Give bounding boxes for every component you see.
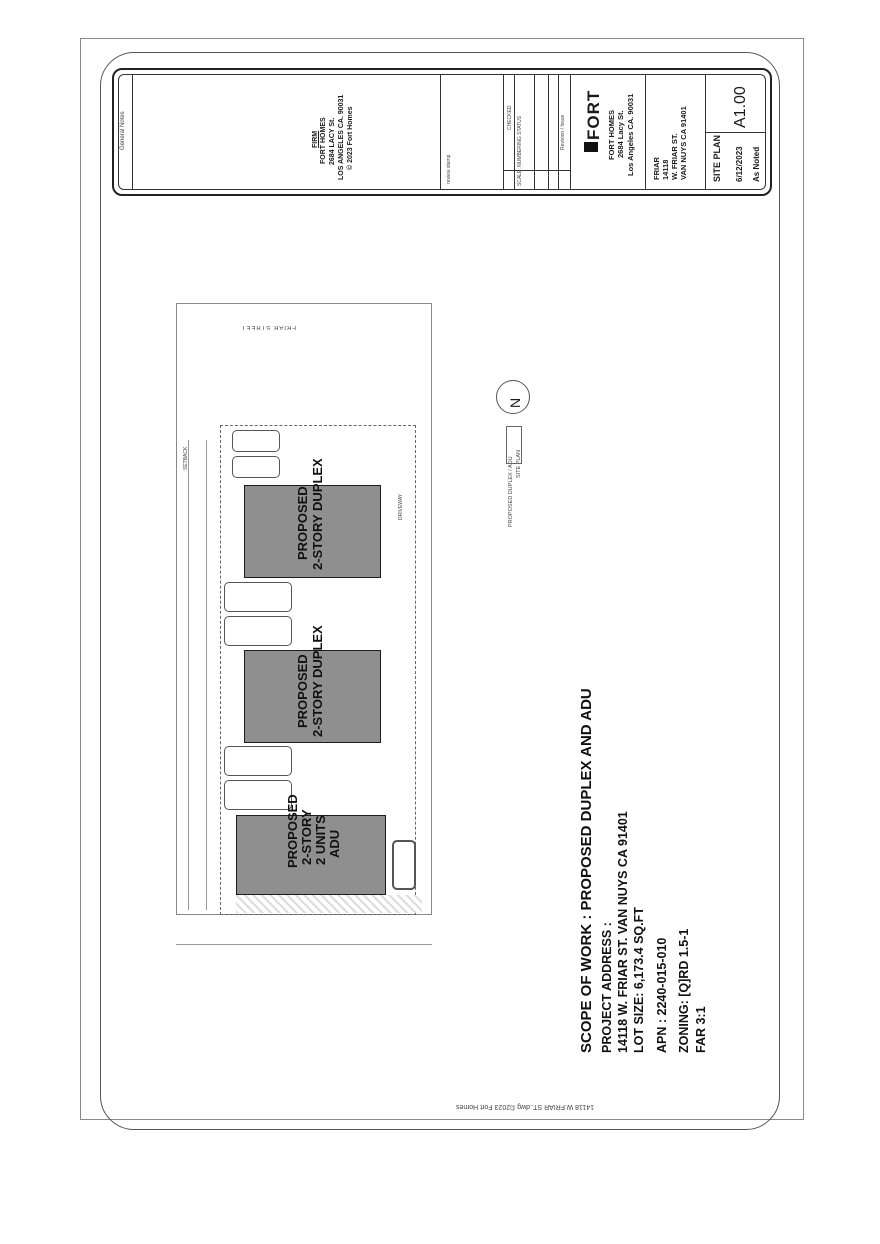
tb-divider bbox=[503, 74, 504, 190]
garage-car bbox=[224, 746, 292, 776]
logo-company: FORT HOMES bbox=[607, 110, 616, 160]
sheet-scale: As Noted bbox=[752, 146, 761, 182]
far: FAR 3:1 bbox=[694, 1006, 708, 1053]
tb-divider bbox=[514, 74, 515, 190]
dimension-label: SETBACK bbox=[183, 446, 189, 470]
lot-size: LOT SIZE: 6,173.4 SQ.FT bbox=[632, 907, 646, 1053]
garage-car bbox=[224, 780, 292, 810]
firm-heading: FIRM bbox=[312, 130, 319, 148]
parked-car bbox=[232, 430, 280, 452]
sheet-date: 6/12/2023 bbox=[735, 146, 744, 182]
garage-car bbox=[224, 582, 292, 612]
footer-filename: 14118 W.FRIAR ST..dwg ©2023 Fort Homes bbox=[456, 1103, 595, 1110]
logo-street: 2684 Lacy St. bbox=[616, 110, 625, 158]
checked-label: CHECKED bbox=[507, 105, 513, 130]
fort-logo: FORT bbox=[584, 89, 603, 140]
review-stamp-label: review stamp bbox=[446, 154, 452, 184]
drawing-status-label: SCALE: NUMBERING STATUS bbox=[517, 115, 523, 186]
building-2-label-2: 2-STORY DUPLEX bbox=[310, 625, 325, 737]
tb-divider bbox=[132, 74, 133, 190]
north-label: N bbox=[507, 397, 523, 408]
sheet-number: A1.00 bbox=[732, 86, 749, 128]
project-street: W. FRIAR ST. bbox=[670, 133, 679, 180]
tb-divider bbox=[570, 74, 571, 190]
tb-divider bbox=[645, 74, 646, 190]
building-2-label-1: PROPOSED bbox=[295, 654, 310, 728]
adu-label-2: 2-STORY bbox=[299, 809, 314, 865]
building-1-label-2: 2-STORY DUPLEX bbox=[310, 458, 325, 570]
hatched-area bbox=[236, 895, 422, 913]
site-plan-caption: PROPOSED DUPLEX / ADU bbox=[508, 456, 514, 527]
project-city: VAN NUYS CA 91401 bbox=[679, 106, 688, 180]
scope-heading: SCOPE OF WORK : PROPOSED DUPLEX AND ADU bbox=[578, 688, 595, 1053]
tb-divider bbox=[440, 74, 441, 190]
building-1-label-1: PROPOSED bbox=[295, 486, 310, 560]
dimension-line bbox=[176, 944, 432, 945]
parked-car bbox=[232, 456, 280, 478]
project-address: 14118 W. FRIAR ST. VAN NUYS CA 91401 bbox=[616, 811, 630, 1053]
driveway-car bbox=[392, 840, 416, 890]
firm-copyright: © 2023 Fort Homes bbox=[347, 106, 354, 170]
general-notes-label: General Notes bbox=[120, 111, 126, 150]
tb-row-line bbox=[503, 170, 570, 171]
tb-divider bbox=[548, 74, 549, 190]
garage-car bbox=[224, 616, 292, 646]
tb-row-line bbox=[735, 132, 736, 133]
fort-logo-mark bbox=[584, 142, 598, 152]
apn: APN : 2240-015-010 bbox=[655, 937, 669, 1053]
project-name: FRIAR bbox=[652, 157, 661, 180]
firm-name: FORT HOMES bbox=[320, 117, 327, 164]
driveway-label: DRIVEWAY bbox=[398, 493, 404, 520]
firm-city: LOS ANGELES CA. 90031 bbox=[338, 94, 345, 180]
project-number: 14118 bbox=[661, 159, 670, 180]
street-label: FRIAR STREET bbox=[240, 324, 296, 330]
adu-label-4: ADU bbox=[327, 829, 342, 858]
firm-street: 2684 LACY St. bbox=[329, 117, 336, 165]
logo-city: Los Angeles CA. 90031 bbox=[626, 93, 635, 176]
dimension-line bbox=[188, 440, 189, 910]
tb-divider bbox=[534, 74, 535, 190]
revision-label: Revision / Issue bbox=[560, 114, 566, 150]
project-address-label: PROJECT ADDRESS : bbox=[600, 922, 614, 1053]
adu-label-1: PROPOSED bbox=[285, 794, 300, 868]
site-plan-tag bbox=[506, 426, 522, 464]
site-plan-scale: SITE PLAN bbox=[516, 449, 522, 478]
sheet-title: SITE PLAN bbox=[712, 134, 722, 182]
dimension-line bbox=[206, 440, 207, 910]
tb-divider bbox=[558, 74, 559, 190]
zoning: ZONING: [Q]RD 1.5-1 bbox=[677, 928, 691, 1053]
adu-label-3: 2 UNITS bbox=[313, 815, 328, 865]
